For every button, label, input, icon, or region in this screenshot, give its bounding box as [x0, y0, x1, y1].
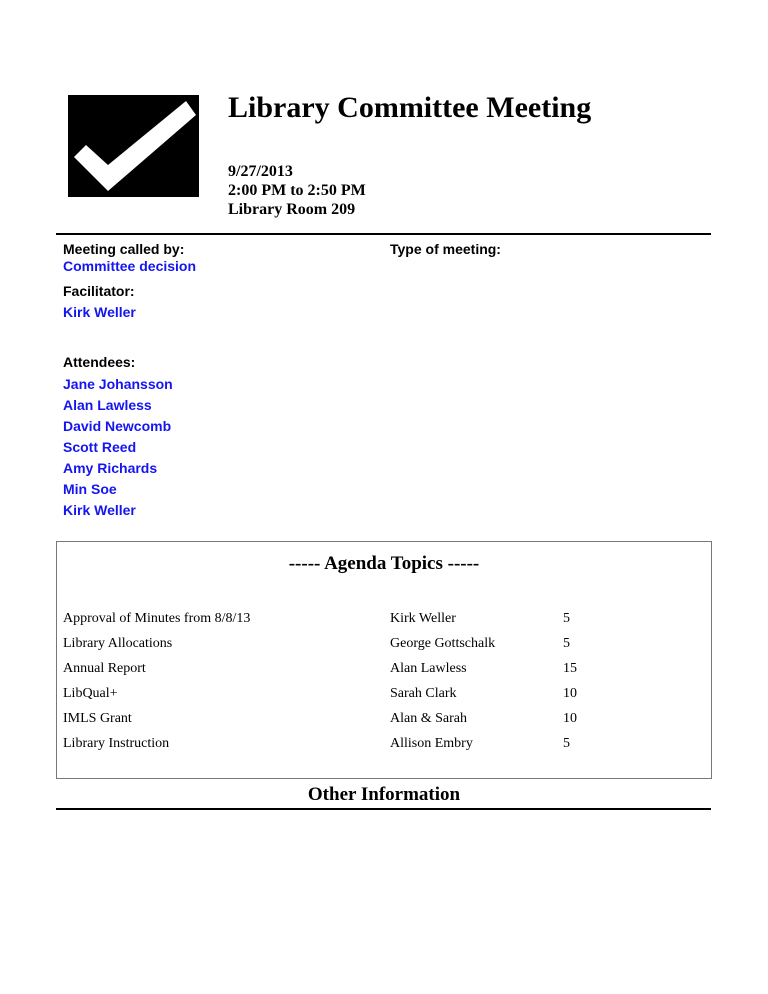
- attendee: Scott Reed: [63, 439, 137, 455]
- agenda-row: [63, 610, 703, 630]
- agenda-topic: Annual Report: [63, 661, 146, 676]
- attendee: Jane Johansson: [63, 376, 173, 392]
- agenda-row: [63, 635, 703, 655]
- attendee: Kirk Weller: [63, 502, 136, 518]
- agenda-box: [56, 541, 712, 779]
- agenda-presenter: Sarah Clark: [390, 686, 457, 701]
- agenda-topic: Library Instruction: [63, 736, 170, 751]
- agenda-topic: Approval of Minutes from 8/8/13: [63, 611, 251, 626]
- attendee: David Newcomb: [63, 418, 172, 434]
- meeting-type-label: Type of meeting:: [390, 241, 501, 257]
- attendee: Amy Richards: [63, 460, 158, 476]
- agenda-presenter: Kirk Weller: [390, 611, 456, 626]
- other-information-heading: Other Information: [307, 784, 461, 805]
- agenda-heading: ----- Agenda Topics -----: [288, 553, 480, 574]
- attendees-list: [63, 374, 173, 521]
- page-title: Library Committee Meeting: [228, 91, 592, 124]
- agenda-minutes: 5: [563, 736, 570, 751]
- footer-divider: [56, 808, 711, 810]
- agenda-row: [63, 660, 703, 680]
- meeting-location: Library Room 209: [228, 201, 356, 218]
- agenda-presenter: Alan & Sarah: [390, 711, 467, 726]
- called-by-value: Committee decision: [63, 258, 197, 274]
- agenda-row: [63, 710, 703, 730]
- checkmark-icon: [68, 95, 199, 197]
- meeting-time: 2:00 PM to 2:50 PM: [228, 182, 366, 199]
- attendee: Alan Lawless: [63, 397, 152, 413]
- agenda-topic: IMLS Grant: [63, 711, 132, 726]
- facilitator-value: Kirk Weller: [63, 304, 136, 320]
- agenda-topic: LibQual+: [63, 686, 118, 701]
- agenda-topic: Library Allocations: [63, 636, 173, 651]
- attendees-label: Attendees:: [63, 354, 136, 370]
- meeting-date: 9/27/2013: [228, 163, 293, 180]
- agenda-minutes: 10: [563, 711, 577, 726]
- agenda-minutes: 5: [563, 636, 570, 651]
- header-divider: [56, 233, 711, 235]
- agenda-row: [63, 735, 703, 755]
- agenda-minutes: 5: [563, 611, 570, 626]
- agenda-minutes: 15: [563, 661, 577, 676]
- agenda-presenter: Allison Embry: [390, 736, 473, 751]
- meeting-meta: [228, 162, 366, 219]
- attendee: Min Soe: [63, 481, 117, 497]
- facilitator-label: Facilitator:: [63, 283, 135, 299]
- called-by-label: Meeting called by:: [63, 241, 185, 257]
- agenda-presenter: Alan Lawless: [390, 661, 467, 676]
- agenda-minutes: 10: [563, 686, 577, 701]
- agenda-presenter: George Gottschalk: [390, 636, 496, 651]
- agenda-row: [63, 685, 703, 705]
